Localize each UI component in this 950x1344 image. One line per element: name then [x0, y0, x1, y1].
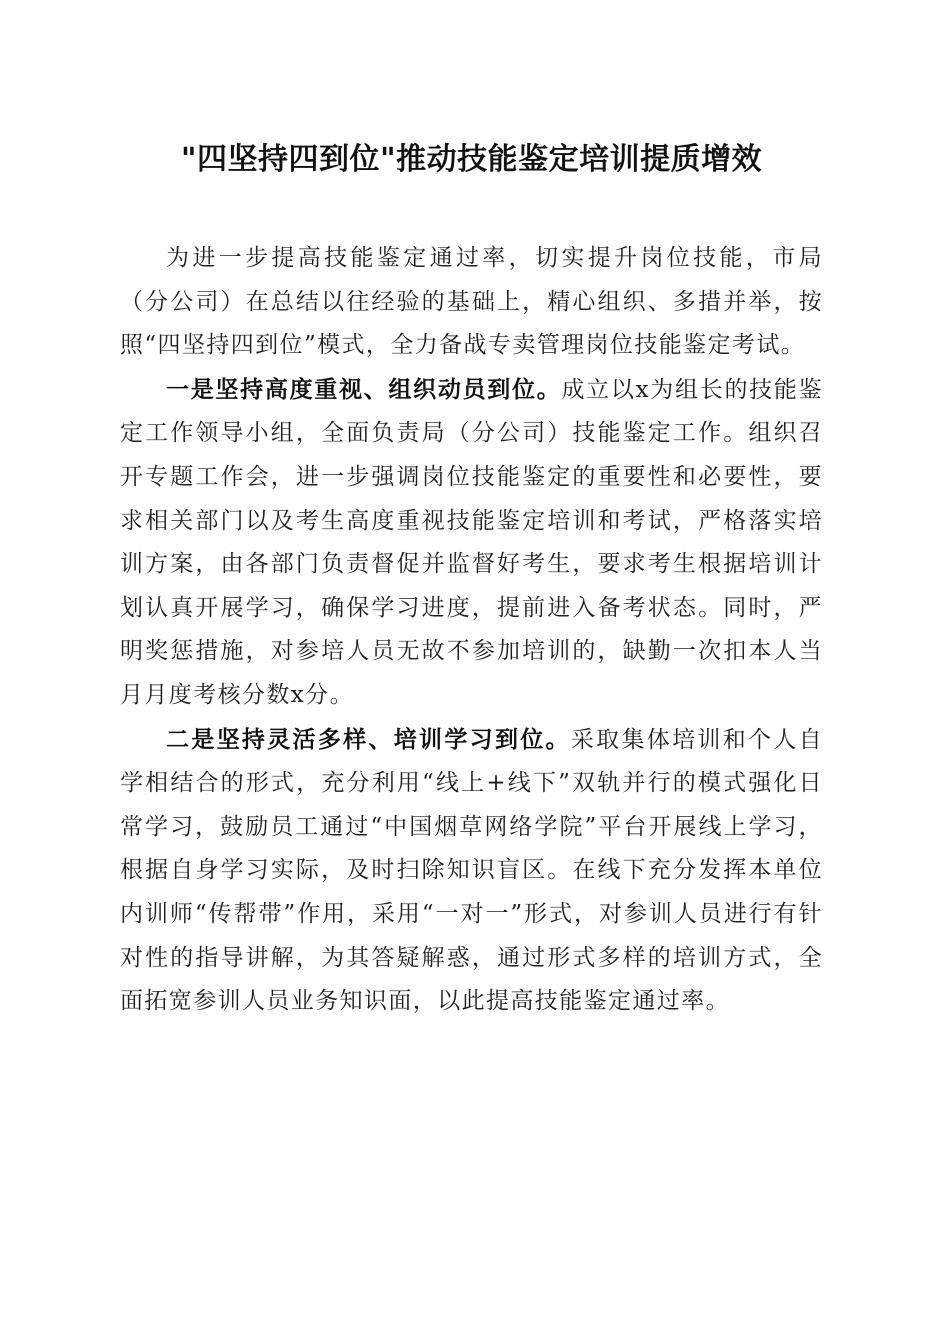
paragraph-point-two: [120, 718, 823, 1024]
document-title: "四坚持四到位"推动技能鉴定培训提质增效: [180, 142, 763, 177]
paragraph-text: 采取集体培训和个人自学相结合的形式，充分利用“线上+线下”双轨并行的模式强化日常学习，鼓励员工通过“中国烟草网络学院”平台开展线上学习，根据自身学习实际，及时扫除知识盲区。在线下充分发挥本单位内训师“传帮带”作用，采用“一对一”形式，对参训人员进行有针对性的指导讲解，为其答疑解惑，通过形式多样的培训方式，全面拓宽参训人员业务知识面，以此提高技能鉴定通过率。: [120, 726, 824, 1015]
paragraph-lead: 一是坚持高度重视、组织动员到位。: [166, 375, 562, 403]
paragraph-text: 为进一步提高技能鉴定通过率，切实提升岗位技能，市局（分公司）在总结以往经验的基础上，精心组织、多措并举，按照“四坚持四到位”模式，全力备战专卖管理岗位技能鉴定考试。: [120, 245, 823, 359]
document-page: [120, 138, 823, 1024]
paragraph-point-one: [120, 368, 823, 718]
paragraph-text: 成立以x为组长的技能鉴定工作领导小组，全面负责局（分公司）技能鉴定工作。组织召开专题工作会，进一步强调岗位技能鉴定的重要性和必要性，要求相关部门以及考生高度重视技能鉴定培训和考试，严格落实培训方案，由各部门负责督促并监督好考生，要求考生根据培训计划认真开展学习，确保学习进度，提前进入备考状态。同时，严明奖惩措施，对参培人员无故不参加培训的，缺勤一次扣本人当月月度考核分数x分。: [120, 376, 824, 708]
document-body: [120, 236, 823, 1024]
paragraph-intro: [120, 236, 823, 368]
paragraph-lead: 二是坚持灵活多样、培训学习到位。: [166, 725, 571, 753]
